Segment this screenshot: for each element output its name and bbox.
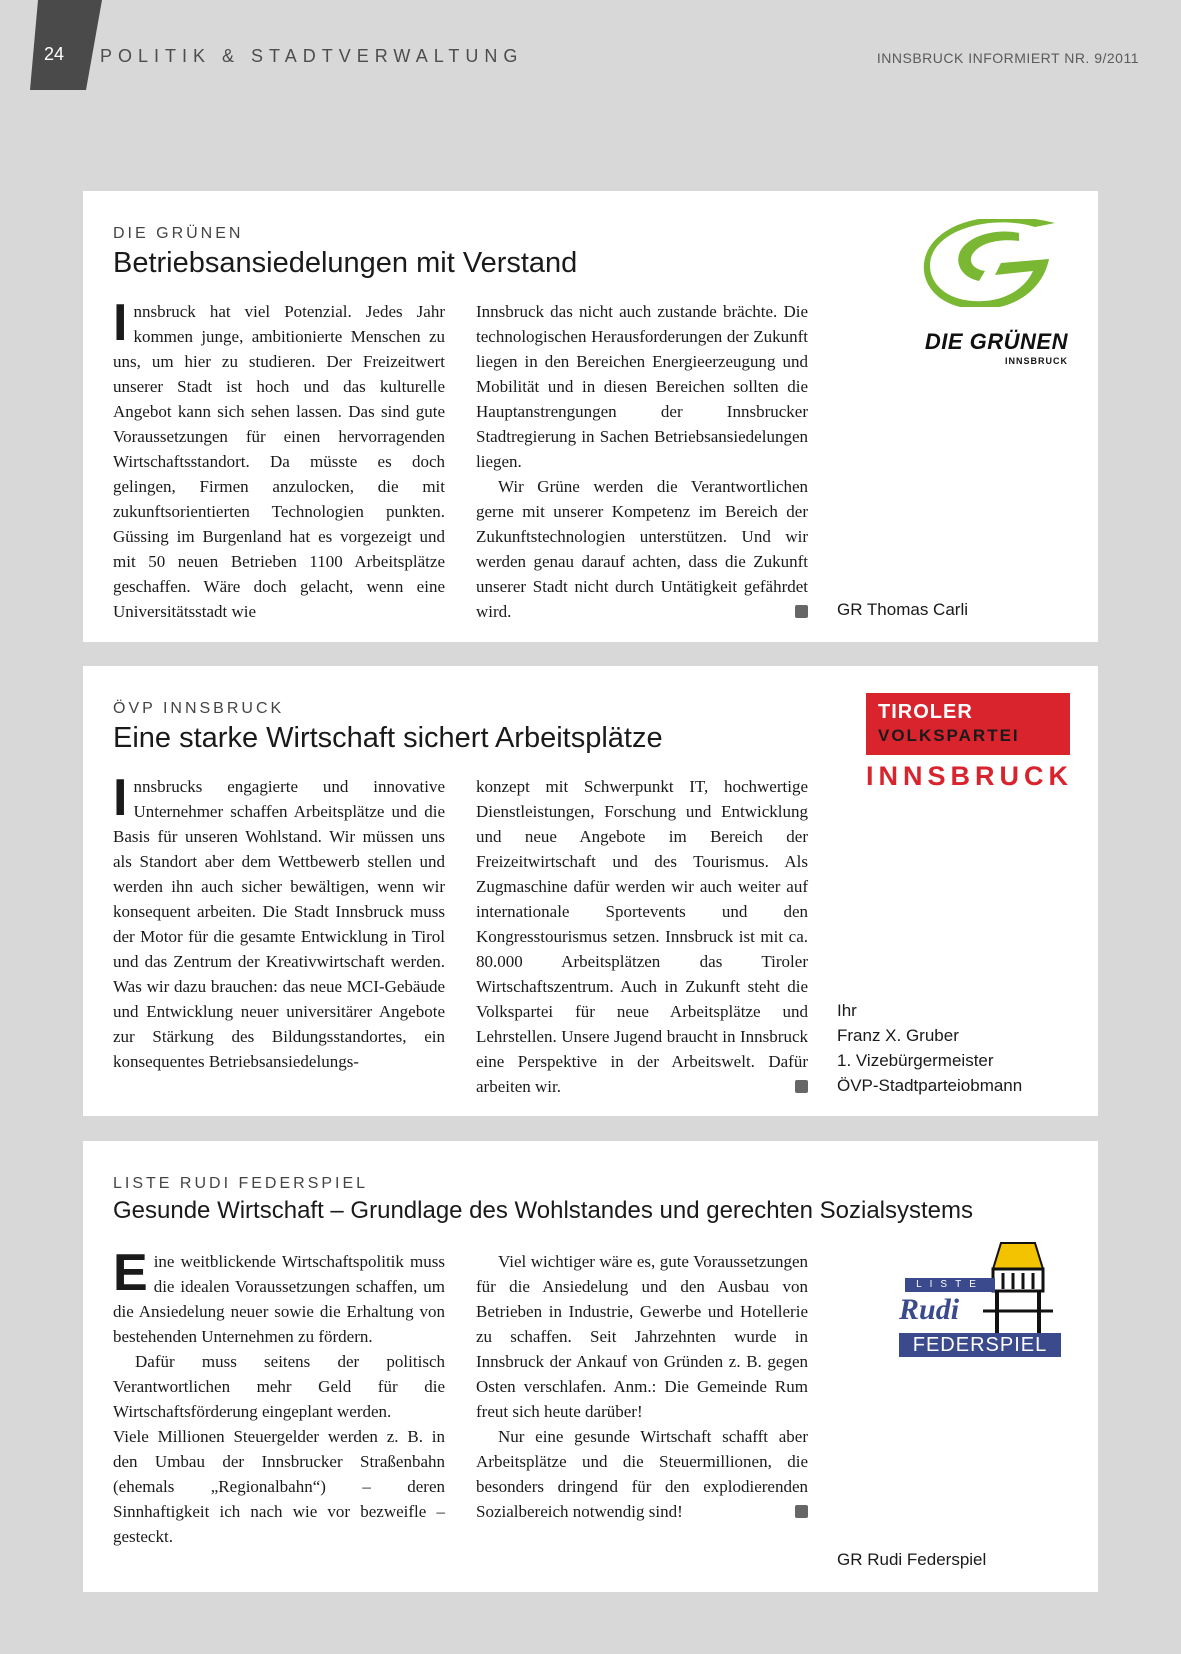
logo-liste-word: LISTE — [905, 1278, 995, 1292]
signature-line: 1. Vizebürgermeister — [837, 1051, 994, 1070]
paragraph: Dafür muss seitens der politisch Verantwortlichen mehr Geld für die Wirtschaftsförderung eingeplant werden. — [113, 1352, 445, 1421]
issue-label: INNSBRUCK INFORMIERT NR. 9/2011 — [876, 50, 1139, 66]
article-column-2 — [476, 1249, 808, 1524]
article-liste-rudi-federspiel — [83, 1141, 1098, 1592]
signature-line: GR Thomas Carli — [837, 600, 968, 619]
article-headline: Gesunde Wirtschaft – Grundlage des Wohlstandes und gerechten Sozialsystems — [113, 1197, 974, 1224]
article-column-2 — [476, 774, 808, 1099]
logo-name: DIE GRÜNEN — [924, 329, 1068, 354]
article-signature — [837, 597, 968, 622]
article-die-gruenen — [83, 191, 1098, 642]
article-column-1 — [113, 1244, 445, 1549]
article-signature — [837, 1547, 986, 1572]
paragraph: Viel wichtiger wäre es, gute Voraussetzungen für die Ansiedelung und den Ausbau von Betrieben in Industrie, Gewerbe und Hotellerie zu schaffen. Seit Jahrzehnten wurde in Innsbruck der Ankauf von Gründen z. B. gegen Osten verschlafen. Anm.: Die Gemeinde Rum freut sich heute darüber! — [476, 1252, 808, 1421]
article-signature — [837, 998, 1022, 1098]
article-kicker: ÖVP INNSBRUCK — [113, 700, 285, 717]
signature-line: Franz X. Gruber — [837, 1026, 959, 1045]
section-title: POLITIK & STADTVERWALTUNG — [100, 46, 524, 66]
logo-federspiel-word: FEDERSPIEL — [899, 1333, 1061, 1357]
article-column-1 — [113, 769, 445, 1074]
paragraph: ine weitblickende Wirtschaftspolitik muss die idealen Voraussetzungen schaffen, um die Ansiedelung neuer sowie die Erhaltung von bestehenden Unternehmen zu fördern. — [113, 1252, 445, 1346]
paragraph: nnsbruck hat viel Potenzial. Jedes Jahr kommen junge, ambitionierte Menschen zu uns, um hier zu studieren. Der Freizeitwert unserer Stadt ist hoch und das kulturelle Angebot kann sich sehen lassen. Das sind gute Voraussetzungen für einen hervorragenden Wirtschaftsstandort. Da müsste es doch gelingen, Firmen anzulocken, die mit zukunftsorientierten Technologien punkten. Güssing im Burgenland hat es vorgezeigt und mit 50 neuen Betrieben 1100 Arbeitsplätze geschaffen. Wäre doch gelacht, wenn eine Universitätsstadt wie — [113, 302, 445, 621]
liste-rudi-federspiel-logo — [883, 1241, 1063, 1361]
logo-line-2: VOLKSPARTEI — [878, 726, 1020, 745]
paragraph: Viele Millionen Steuergelder werden z. B. in den Umbau der Innsbrucker Straßenbahn (ehemals „Regionalbahn“) – deren Sinnhaftigkeit ich nach wie vor bezweifle – gesteckt. — [113, 1427, 445, 1546]
page-number: 24 — [44, 44, 65, 64]
article-column-1 — [113, 294, 445, 624]
end-mark-icon — [795, 1080, 808, 1093]
dropcap: I — [113, 769, 128, 827]
paragraph: nnsbrucks engagierte und innovative Unternehmer schaffen Arbeitsplätze und die Basis für unseren Wohlstand. Wir müssen uns als Standort aber dem Wettbewerb stellen und werden ihn auch sicher bewältigen, wenn wir konsequent arbeiten. Die Stadt Innsbruck muss der Motor für die gesamte Entwicklung in Tirol und das Zentrum der Kreativwirtschaft werden. Was wir dazu brauchen: das neue MCI-Gebäude und Entwicklung neuer universitärer Angebote zur Stärkung des Bildungsstandortes, ein konsequentes Betriebsansiedelungs- — [113, 777, 445, 1071]
end-mark-icon — [795, 605, 808, 618]
logo-line-1: TIROLER — [878, 701, 973, 723]
article-kicker: DIE GRÜNEN — [113, 225, 244, 242]
article-kicker: LISTE RUDI FEDERSPIEL — [113, 1175, 369, 1192]
dropcap: I — [113, 294, 128, 352]
logo-line-3: INNSBRUCK — [866, 761, 1073, 791]
dropcap: E — [113, 1244, 148, 1302]
paragraph: Nur eine gesunde Wirtschaft schafft aber Arbeitsplätze und die Steuermillionen, die besonders dringend für den explodierenden Sozialbereich notwendig sind! — [476, 1427, 808, 1521]
article-column-2 — [476, 299, 808, 624]
signature-line: Ihr — [837, 1001, 857, 1020]
logo-sub: INNSBRUCK — [1005, 356, 1068, 366]
die-gruenen-logo — [903, 219, 1083, 366]
page-number-tab — [30, 0, 102, 90]
logo-rudi-word: Rudi — [899, 1293, 960, 1326]
signature-line: GR Rudi Federspiel — [837, 1550, 987, 1569]
end-mark-icon — [795, 1505, 808, 1518]
article-oevp-innsbruck — [83, 666, 1098, 1116]
article-headline: Eine starke Wirtschaft sichert Arbeitsplätze — [113, 722, 663, 754]
signature-line: ÖVP-Stadtparteiobmann — [837, 1076, 1023, 1095]
paragraph: konzept mit Schwerpunkt IT, hochwertige Dienstleistungen, Forschung und Entwicklung und neue Angebote im Bereich der Freizeitwirtschaft und des Tourismus. Als Zugmaschine dafür werden wir auch weiter auf internationale Sportevents und den Kongresstourismus setzen. Innsbruck ist mit ca. 80.000 Arbeitsplätzen das Tiroler Wirtschaftszentrum. Auch in Zukunft steht die Volkspartei für neue Arbeitsplätze und Lehrstellen. Unsere Jugend braucht in Innsbruck eine Perspektive in der Arbeitswelt. Dafür arbeiten wir. — [476, 777, 808, 1096]
article-headline: Betriebsansiedelungen mit Verstand — [113, 247, 578, 279]
green-g-logo-icon — [923, 219, 1063, 307]
paragraph: Wir Grüne werden die Verantwortlichen gerne mit unserer Kompetenz im Bereich der Zukunftstechnologien unterstützen. Und wir werden genau darauf achten, dass die Zukunft unserer Stadt nicht durch Untätigkeit gefährdet wird. — [476, 477, 808, 621]
paragraph: Innsbruck das nicht auch zustande brächte. Die technologischen Herausforderungen der Zukunft liegen in den Bereichen Energieerzeugung und Mobilität und in diesen Bereichen sollten die Hauptanstrengungen der Innsbrucker Stadtregierung in Sachen Betriebsansiedelungen liegen. — [476, 302, 808, 471]
oevp-logo — [866, 693, 1073, 793]
